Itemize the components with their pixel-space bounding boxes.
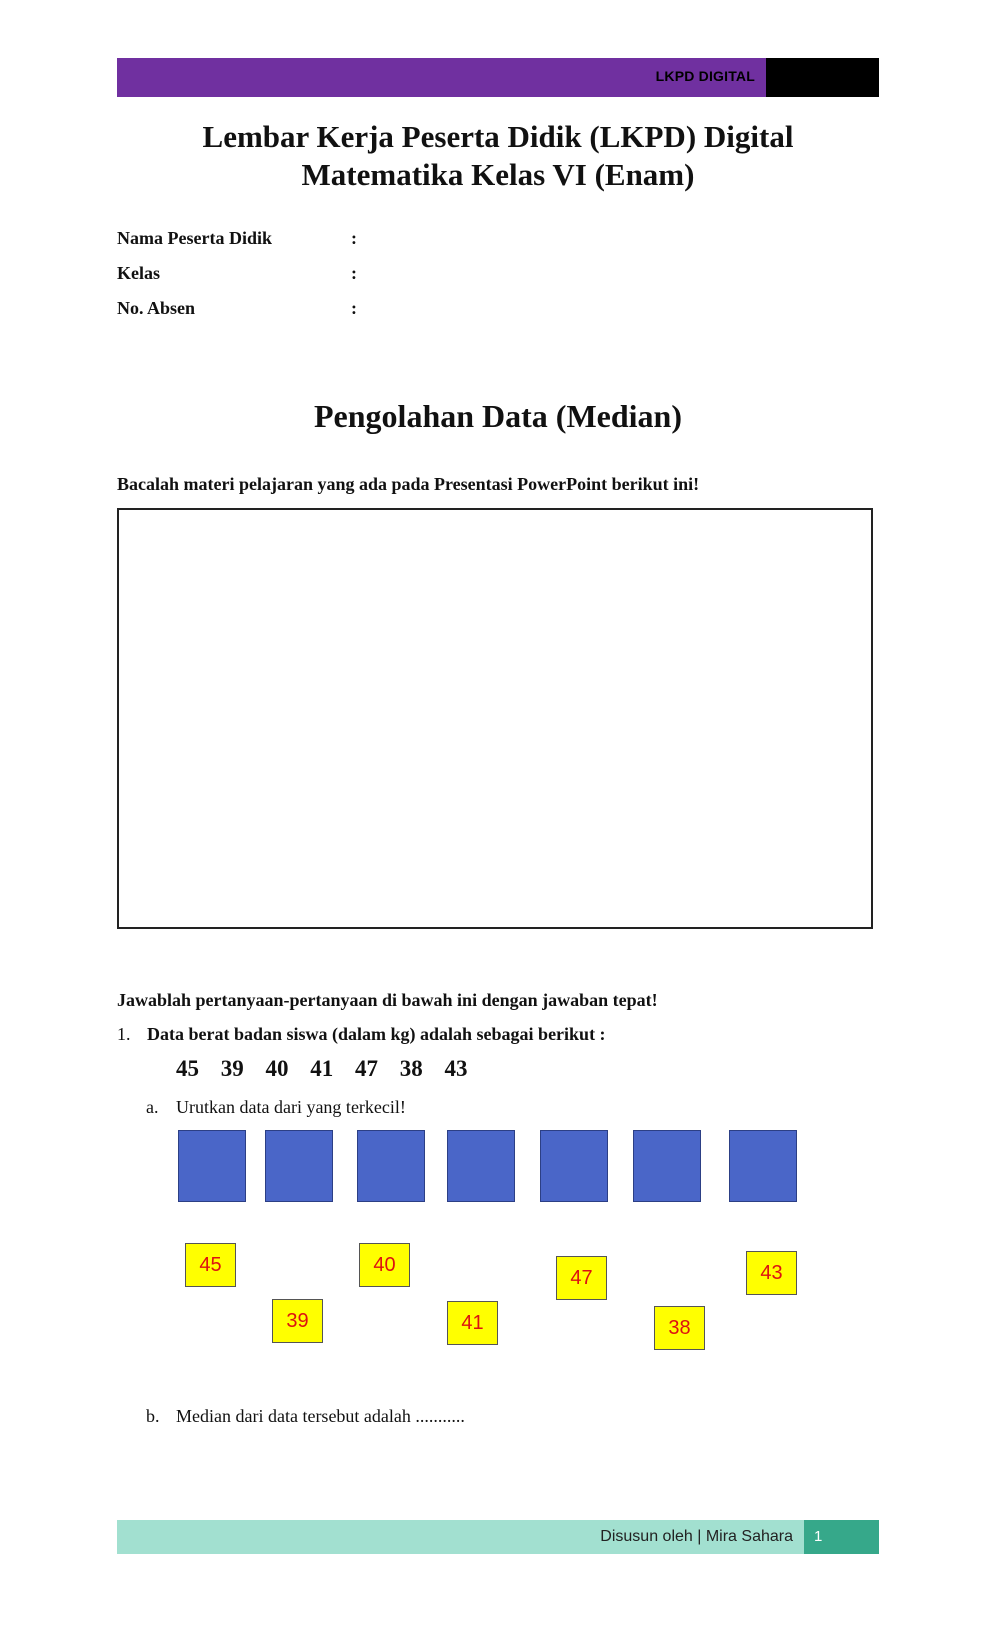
question-text: Data berat badan siswa (dalam kg) adalah sebagai berikut :	[147, 1024, 606, 1044]
data-value: 47	[355, 1056, 378, 1081]
info-colon: :	[351, 228, 357, 248]
part-a-letter: a.	[146, 1097, 159, 1117]
page-number-box	[804, 1520, 879, 1554]
data-value: 38	[399, 1056, 423, 1081]
footer-author: Disusun oleh | Mira Sahara	[600, 1528, 793, 1545]
footer-bar	[117, 1520, 879, 1554]
section-title: Pengolahan Data (Median)	[314, 398, 682, 434]
info-row-absen	[117, 298, 357, 333]
presentation-frame[interactable]	[117, 508, 873, 929]
read-instruction: Bacalah materi pelajaran yang ada pada Presentasi PowerPoint berikut ini!	[117, 474, 700, 494]
info-row-kelas	[117, 263, 357, 298]
title-line-2: Matematika Kelas VI (Enam)	[301, 157, 695, 192]
data-value: 43	[444, 1056, 468, 1081]
info-label-kelas: Kelas	[117, 263, 160, 283]
data-value: 45	[176, 1056, 199, 1081]
part-b-text: Median dari data tersebut adalah ...........	[176, 1406, 465, 1426]
drop-slot-1[interactable]	[178, 1130, 246, 1202]
title-line-1: Lembar Kerja Peserta Didik (LKPD) Digital	[202, 119, 794, 154]
drag-card-41[interactable]: 41	[447, 1301, 498, 1345]
info-row-nama	[117, 228, 357, 263]
drag-card-43[interactable]: 43	[746, 1251, 797, 1295]
answer-instruction: Jawablah pertanyaan-pertanyaan di bawah ini dengan jawaban tepat!	[117, 990, 658, 1010]
info-label-absen: No. Absen	[117, 298, 196, 318]
part-b-letter: b.	[146, 1406, 160, 1426]
info-colon: :	[351, 263, 357, 283]
drop-slot-6[interactable]	[633, 1130, 701, 1202]
info-label-nama: Nama Peserta Didik	[117, 228, 272, 248]
drop-slot-4[interactable]	[447, 1130, 515, 1202]
page-number: 1	[814, 1528, 823, 1545]
drag-card-47[interactable]: 47	[556, 1256, 607, 1300]
data-value: 40	[265, 1056, 289, 1081]
drag-card-45[interactable]: 45	[185, 1243, 236, 1287]
info-colon: :	[351, 298, 357, 318]
drop-slot-7[interactable]	[729, 1130, 797, 1202]
drop-slot-3[interactable]	[357, 1130, 425, 1202]
header-black-block	[766, 58, 879, 97]
data-values	[176, 1056, 478, 1082]
document-title	[117, 118, 879, 194]
header-bar	[117, 58, 879, 97]
drop-slot-2[interactable]	[265, 1130, 333, 1202]
drop-slot-5[interactable]	[540, 1130, 608, 1202]
question-number: 1.	[117, 1024, 131, 1044]
drag-card-38[interactable]: 38	[654, 1306, 705, 1350]
student-info	[117, 228, 357, 333]
data-value: 39	[220, 1056, 244, 1081]
data-value: 41	[310, 1056, 334, 1081]
header-label: LKPD DIGITAL	[655, 68, 755, 84]
drag-card-39[interactable]: 39	[272, 1299, 323, 1343]
drag-card-40[interactable]: 40	[359, 1243, 410, 1287]
part-a-text: Urutkan data dari yang terkecil!	[176, 1097, 406, 1117]
